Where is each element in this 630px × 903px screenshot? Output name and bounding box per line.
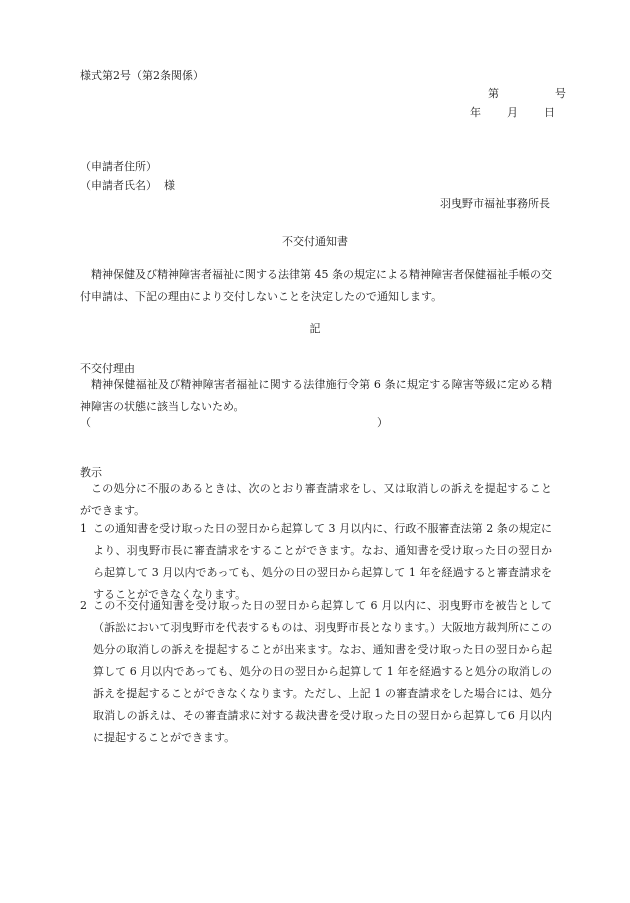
item-text: この不交付通知書を受け取った日の翌日から起算して 6 月以内に、羽曳野市を被告として（訴訟において羽曳野市を代表するものは、羽曳野市長となります。）大阪地方裁判所にこの処分の取消しの訴えを提起することが出来ます。なお、通知書を受け取った日の翌日から起算して 6 月以内であっても、処分の日の翌日から起算して 1 年を経過すると処分の取消しの訴えを提起することができなくなります。ただし、上記 1 の審査請求をした場合には、処分取消しの訴えは、その審査請求に対する裁決書を受け取った日の翌日から起算して6 月以内に提起することができます。 — [93, 599, 552, 744]
item-text: この通知書を受け取った日の翌日から起算して 3 月以内に、行政不服審査法第 2 条の規定により、羽曳野市長に審査請求をすることができます。なお、通知書を受け取った日の翌日から起算して 3 月以内であっても、処分の日の翌日から起算して 1 年を経過すると審査請求をすることができなくなります。 — [93, 522, 552, 601]
form-number: 様式第2号（第2条関係） — [80, 69, 204, 82]
date-year: 年 — [470, 106, 481, 119]
reason-heading: 不交付理由 — [80, 362, 135, 375]
applicant-name-line — [80, 180, 175, 191]
applicant-address: （申請者住所） — [80, 160, 157, 173]
doc-no-prefix: 第 — [488, 87, 499, 100]
instruction-item-1 — [80, 518, 552, 606]
honorific: 様 — [164, 179, 175, 192]
issuer: 羽曳野市福祉事務所長 — [440, 197, 550, 210]
date-month: 月 — [507, 106, 518, 119]
applicant-name: （申請者氏名） — [80, 179, 157, 192]
issue-date — [470, 107, 555, 118]
doc-no-suffix: 号 — [555, 87, 566, 100]
item-number: 2 — [80, 599, 87, 612]
reason-paren-open: （ — [80, 416, 91, 429]
instruction-heading: 教示 — [80, 466, 102, 479]
reason-text: 精神保健福祉及び精神障害者福祉に関する法律施行令第 6 条に規定する障害等級に定める精神障害の状態に該当しないため。 — [80, 378, 552, 413]
date-day: 日 — [544, 106, 555, 119]
ki-heading: 記 — [309, 322, 321, 335]
document-number — [488, 88, 566, 99]
item-number: 1 — [80, 522, 87, 535]
instruction-item-2 — [80, 595, 552, 749]
notice-body: 精神保健及び精神障害者福祉に関する法律第 45 条の規定による精神障害者保健福祉手帳の交付申請は、下記の理由により交付しないことを決定したので通知します。 — [80, 268, 552, 303]
page-title: 不交付通知書 — [282, 235, 348, 248]
instruction-intro: この処分に不服のあるときは、次のとおり審査請求をし、又は取消しの訴えを提起することができます。 — [80, 482, 552, 517]
reason-paren-close: ） — [377, 416, 388, 429]
